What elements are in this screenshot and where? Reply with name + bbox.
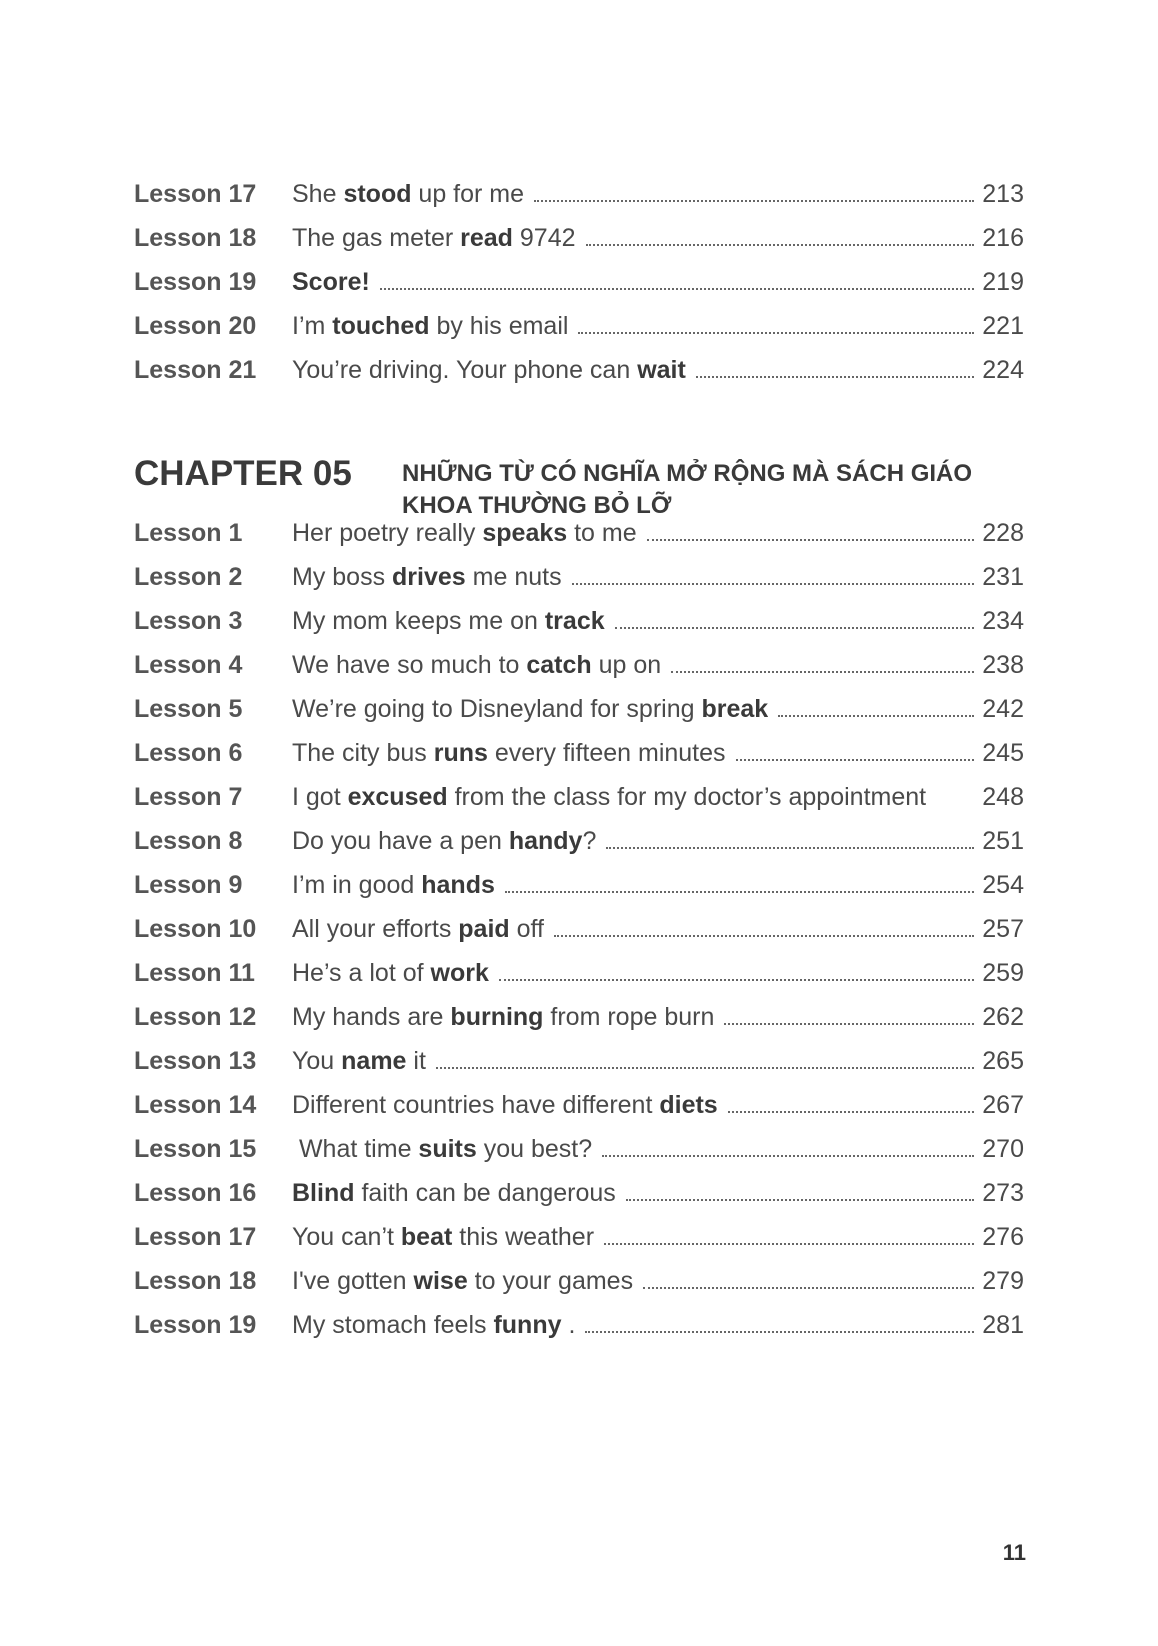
lesson-label: Lesson 7: [134, 783, 243, 811]
lesson-page-number: 245: [982, 739, 1024, 767]
lesson-keyword: burning: [450, 1003, 544, 1031]
lesson-page-number: 213: [982, 180, 1024, 208]
toc-row: [134, 695, 1024, 739]
dot-leader: [604, 1243, 974, 1245]
lesson-title-text: We’re going to Disneyland for spring: [292, 695, 702, 723]
lesson-title-text: 9742: [512, 224, 576, 252]
lesson-title: [292, 1267, 633, 1296]
lesson-title: [292, 959, 489, 988]
lesson-label: Lesson 17: [134, 180, 257, 208]
dot-leader: [647, 539, 975, 541]
lesson-label: Lesson 1: [134, 519, 243, 547]
toc-row: [134, 783, 1024, 827]
toc-row: [134, 739, 1024, 783]
dot-leader: [572, 583, 975, 585]
lesson-title-text: it: [406, 1047, 426, 1075]
toc-row: [134, 1223, 1024, 1267]
dot-leader: [380, 288, 974, 290]
lesson-page-number: 279: [982, 1267, 1024, 1295]
lesson-label: Lesson 4: [134, 651, 243, 679]
lesson-keyword: diets: [659, 1091, 718, 1119]
lesson-page-number: 265: [982, 1047, 1024, 1075]
toc-row: [134, 1047, 1024, 1091]
lesson-keyword: paid: [458, 915, 510, 943]
toc-row: [134, 1179, 1024, 1223]
dot-leader: [602, 1155, 974, 1157]
lesson-title: [292, 519, 637, 548]
lesson-label: Lesson 19: [134, 268, 257, 296]
lesson-keyword: touched: [332, 312, 430, 340]
lesson-title-text: All your efforts: [292, 915, 459, 943]
toc-row: [134, 651, 1024, 695]
lesson-title-text: You: [292, 1047, 342, 1075]
lesson-label: Lesson 15: [134, 1135, 257, 1163]
page-number: 11: [1002, 1540, 1026, 1565]
lesson-label: Lesson 10: [134, 915, 257, 943]
lesson-label: Lesson 18: [134, 224, 257, 252]
lesson-title: [292, 1179, 616, 1208]
dot-leader: [728, 1111, 975, 1113]
lesson-page-number: 224: [982, 356, 1024, 384]
lesson-page-number: 221: [982, 312, 1024, 340]
lesson-title: [292, 783, 926, 812]
lesson-title-text: .: [561, 1311, 576, 1339]
lesson-label: Lesson 19: [134, 1311, 257, 1339]
lesson-title: [292, 224, 576, 253]
dot-leader: [724, 1023, 974, 1025]
dot-leader: [499, 979, 974, 981]
toc-row: [134, 1267, 1024, 1311]
lesson-title-text: I’m: [292, 312, 333, 340]
lesson-title: [292, 607, 605, 636]
lesson-page-number: 251: [982, 827, 1024, 855]
lesson-title-text: I got: [292, 783, 348, 811]
lesson-keyword: track: [544, 607, 605, 635]
lesson-title: [292, 827, 596, 856]
toc-row: [134, 607, 1024, 651]
dot-leader: [671, 671, 974, 673]
lesson-keyword: speaks: [482, 519, 568, 547]
lesson-page-number: 238: [982, 651, 1024, 679]
lesson-title-text: by his email: [429, 312, 569, 340]
lesson-title-text: up on: [591, 651, 662, 679]
lesson-title: [292, 180, 524, 209]
lesson-keyword: read: [460, 224, 513, 252]
lesson-label: Lesson 8: [134, 827, 243, 855]
lesson-title-text: You can’t: [292, 1223, 401, 1251]
toc-row: [134, 1003, 1024, 1047]
dot-leader: [643, 1287, 974, 1289]
lesson-keyword: stood: [343, 180, 412, 208]
toc-row: [134, 224, 1024, 268]
dot-leader: [606, 847, 974, 849]
lesson-title-text: from rope burn: [543, 1003, 715, 1031]
lesson-label: Lesson 9: [134, 871, 243, 899]
lesson-label: Lesson 14: [134, 1091, 257, 1119]
toc-row: [134, 268, 1024, 312]
lesson-keyword: catch: [526, 651, 592, 679]
lesson-title-text: My boss: [292, 563, 393, 591]
toc-row: [134, 827, 1024, 871]
lesson-title: [292, 268, 370, 297]
lesson-title-text: Do you have a pen: [292, 827, 509, 855]
lesson-title-text: What time: [292, 1135, 419, 1163]
lesson-page-number: 231: [982, 563, 1024, 591]
lesson-title-text: You’re driving. Your phone can: [292, 356, 638, 384]
lesson-title: [292, 695, 768, 724]
lesson-keyword: excused: [347, 783, 448, 811]
dot-leader: [615, 627, 975, 629]
lesson-title-text: me nuts: [465, 563, 562, 591]
lesson-title-text: The city bus: [292, 739, 434, 767]
lesson-keyword: work: [430, 959, 489, 987]
dot-leader: [554, 935, 974, 937]
lesson-title-text: She: [292, 180, 344, 208]
lesson-keyword: funny: [493, 1311, 562, 1339]
toc-row: [134, 1135, 1024, 1179]
dot-leader: [578, 332, 974, 334]
lesson-title: [292, 1135, 592, 1164]
lesson-keyword: beat: [400, 1223, 453, 1251]
lesson-title-text: My stomach feels: [292, 1311, 494, 1339]
lesson-title-text: from the class for my doctor’s appointment: [447, 783, 927, 811]
lesson-page-number: 273: [982, 1179, 1024, 1207]
lesson-title-text: Different countries have different: [292, 1091, 660, 1119]
lesson-title: [292, 651, 661, 680]
toc-row: [134, 519, 1024, 563]
lesson-page-number: 281: [982, 1311, 1024, 1339]
lesson-page-number: 216: [982, 224, 1024, 252]
lesson-keyword: Blind: [292, 1179, 355, 1207]
lesson-title-text: ?: [582, 827, 597, 855]
dot-leader: [736, 759, 975, 761]
dot-leader: [696, 376, 974, 378]
lesson-title-text: He’s a lot of: [292, 959, 431, 987]
lesson-page-number: 276: [982, 1223, 1024, 1251]
lesson-keyword: Score!: [292, 268, 370, 296]
lesson-label: Lesson 21: [134, 356, 257, 384]
lesson-keyword: wise: [413, 1267, 468, 1295]
dot-leader: [586, 244, 975, 246]
lesson-label: Lesson 16: [134, 1179, 257, 1207]
lesson-title-text: to your games: [467, 1267, 634, 1295]
lesson-title-text: My mom keeps me on: [292, 607, 545, 635]
dot-leader: [505, 891, 974, 893]
dot-leader: [534, 200, 974, 202]
lesson-title-text: you best?: [476, 1135, 593, 1163]
toc-chapter-section: [134, 519, 1024, 1355]
lesson-keyword: hands: [421, 871, 495, 899]
lesson-label: Lesson 3: [134, 607, 243, 635]
lesson-keyword: wait: [637, 356, 686, 384]
toc-row: [134, 915, 1024, 959]
lesson-title-text: faith can be dangerous: [354, 1179, 616, 1207]
lesson-title: [292, 1223, 594, 1252]
lesson-title: [292, 312, 568, 341]
lesson-label: Lesson 18: [134, 1267, 257, 1295]
lesson-title: [292, 739, 726, 768]
lesson-title-text: I've gotten: [292, 1267, 414, 1295]
lesson-title-text: every fifteen minutes: [487, 739, 726, 767]
lesson-title: [292, 1003, 714, 1032]
chapter-title: NHỮNG TỪ CÓ NGHĨA MỞ RỘNG MÀ SÁCH GIÁO KHOA THƯỜNG BỎ LỠ: [402, 460, 973, 519]
lesson-keyword: name: [341, 1047, 407, 1075]
lesson-page-number: 257: [982, 915, 1024, 943]
lesson-page-number: 262: [982, 1003, 1024, 1031]
lesson-keyword: break: [701, 695, 769, 723]
chapter-label: CHAPTER 05: [134, 454, 352, 493]
lesson-title: [292, 1047, 426, 1076]
chapter-heading: [134, 454, 1034, 522]
lesson-label: Lesson 6: [134, 739, 243, 767]
lesson-page-number: 267: [982, 1091, 1024, 1119]
lesson-title-text: to me: [567, 519, 637, 547]
lesson-label: Lesson 20: [134, 312, 257, 340]
lesson-label: Lesson 2: [134, 563, 243, 591]
dot-leader: [778, 715, 974, 717]
lesson-keyword: suits: [418, 1135, 477, 1163]
lesson-page-number: 248: [982, 783, 1024, 811]
lesson-title-text: I’m in good: [292, 871, 422, 899]
lesson-page-number: 270: [982, 1135, 1024, 1163]
toc-row: [134, 871, 1024, 915]
toc-row: [134, 563, 1024, 607]
lesson-title-text: up for me: [411, 180, 525, 208]
lesson-page-number: 228: [982, 519, 1024, 547]
lesson-title-text: My hands are: [292, 1003, 451, 1031]
lesson-page-number: 219: [982, 268, 1024, 296]
lesson-label: Lesson 17: [134, 1223, 257, 1251]
lesson-keyword: runs: [433, 739, 488, 767]
lesson-title: [292, 1091, 718, 1120]
lesson-title: [292, 356, 686, 385]
lesson-title: [292, 871, 495, 900]
lesson-label: Lesson 12: [134, 1003, 257, 1031]
lesson-title: [292, 915, 544, 944]
toc-row: [134, 180, 1024, 224]
lesson-label: Lesson 5: [134, 695, 243, 723]
lesson-title: [292, 1311, 575, 1340]
lesson-label: Lesson 11: [134, 959, 255, 987]
dot-leader: [585, 1331, 974, 1333]
lesson-page-number: 254: [982, 871, 1024, 899]
dot-leader: [626, 1199, 974, 1201]
lesson-keyword: drives: [392, 563, 466, 591]
lesson-page-number: 242: [982, 695, 1024, 723]
lesson-title-text: off: [509, 915, 544, 943]
lesson-title-text: We have so much to: [292, 651, 527, 679]
lesson-page-number: 259: [982, 959, 1024, 987]
lesson-keyword: handy: [508, 827, 583, 855]
lesson-page-number: 234: [982, 607, 1024, 635]
toc-row: [134, 959, 1024, 1003]
lesson-title-text: Her poetry really: [292, 519, 483, 547]
lesson-title-text: this weather: [452, 1223, 595, 1251]
toc-row: [134, 1311, 1024, 1355]
toc-row: [134, 1091, 1024, 1135]
lesson-title: [292, 563, 562, 592]
toc-row: [134, 312, 1024, 356]
toc-top-section: [134, 180, 1024, 400]
lesson-title-text: The gas meter: [292, 224, 461, 252]
dot-leader: [436, 1067, 974, 1069]
toc-row: [134, 356, 1024, 400]
lesson-label: Lesson 13: [134, 1047, 257, 1075]
